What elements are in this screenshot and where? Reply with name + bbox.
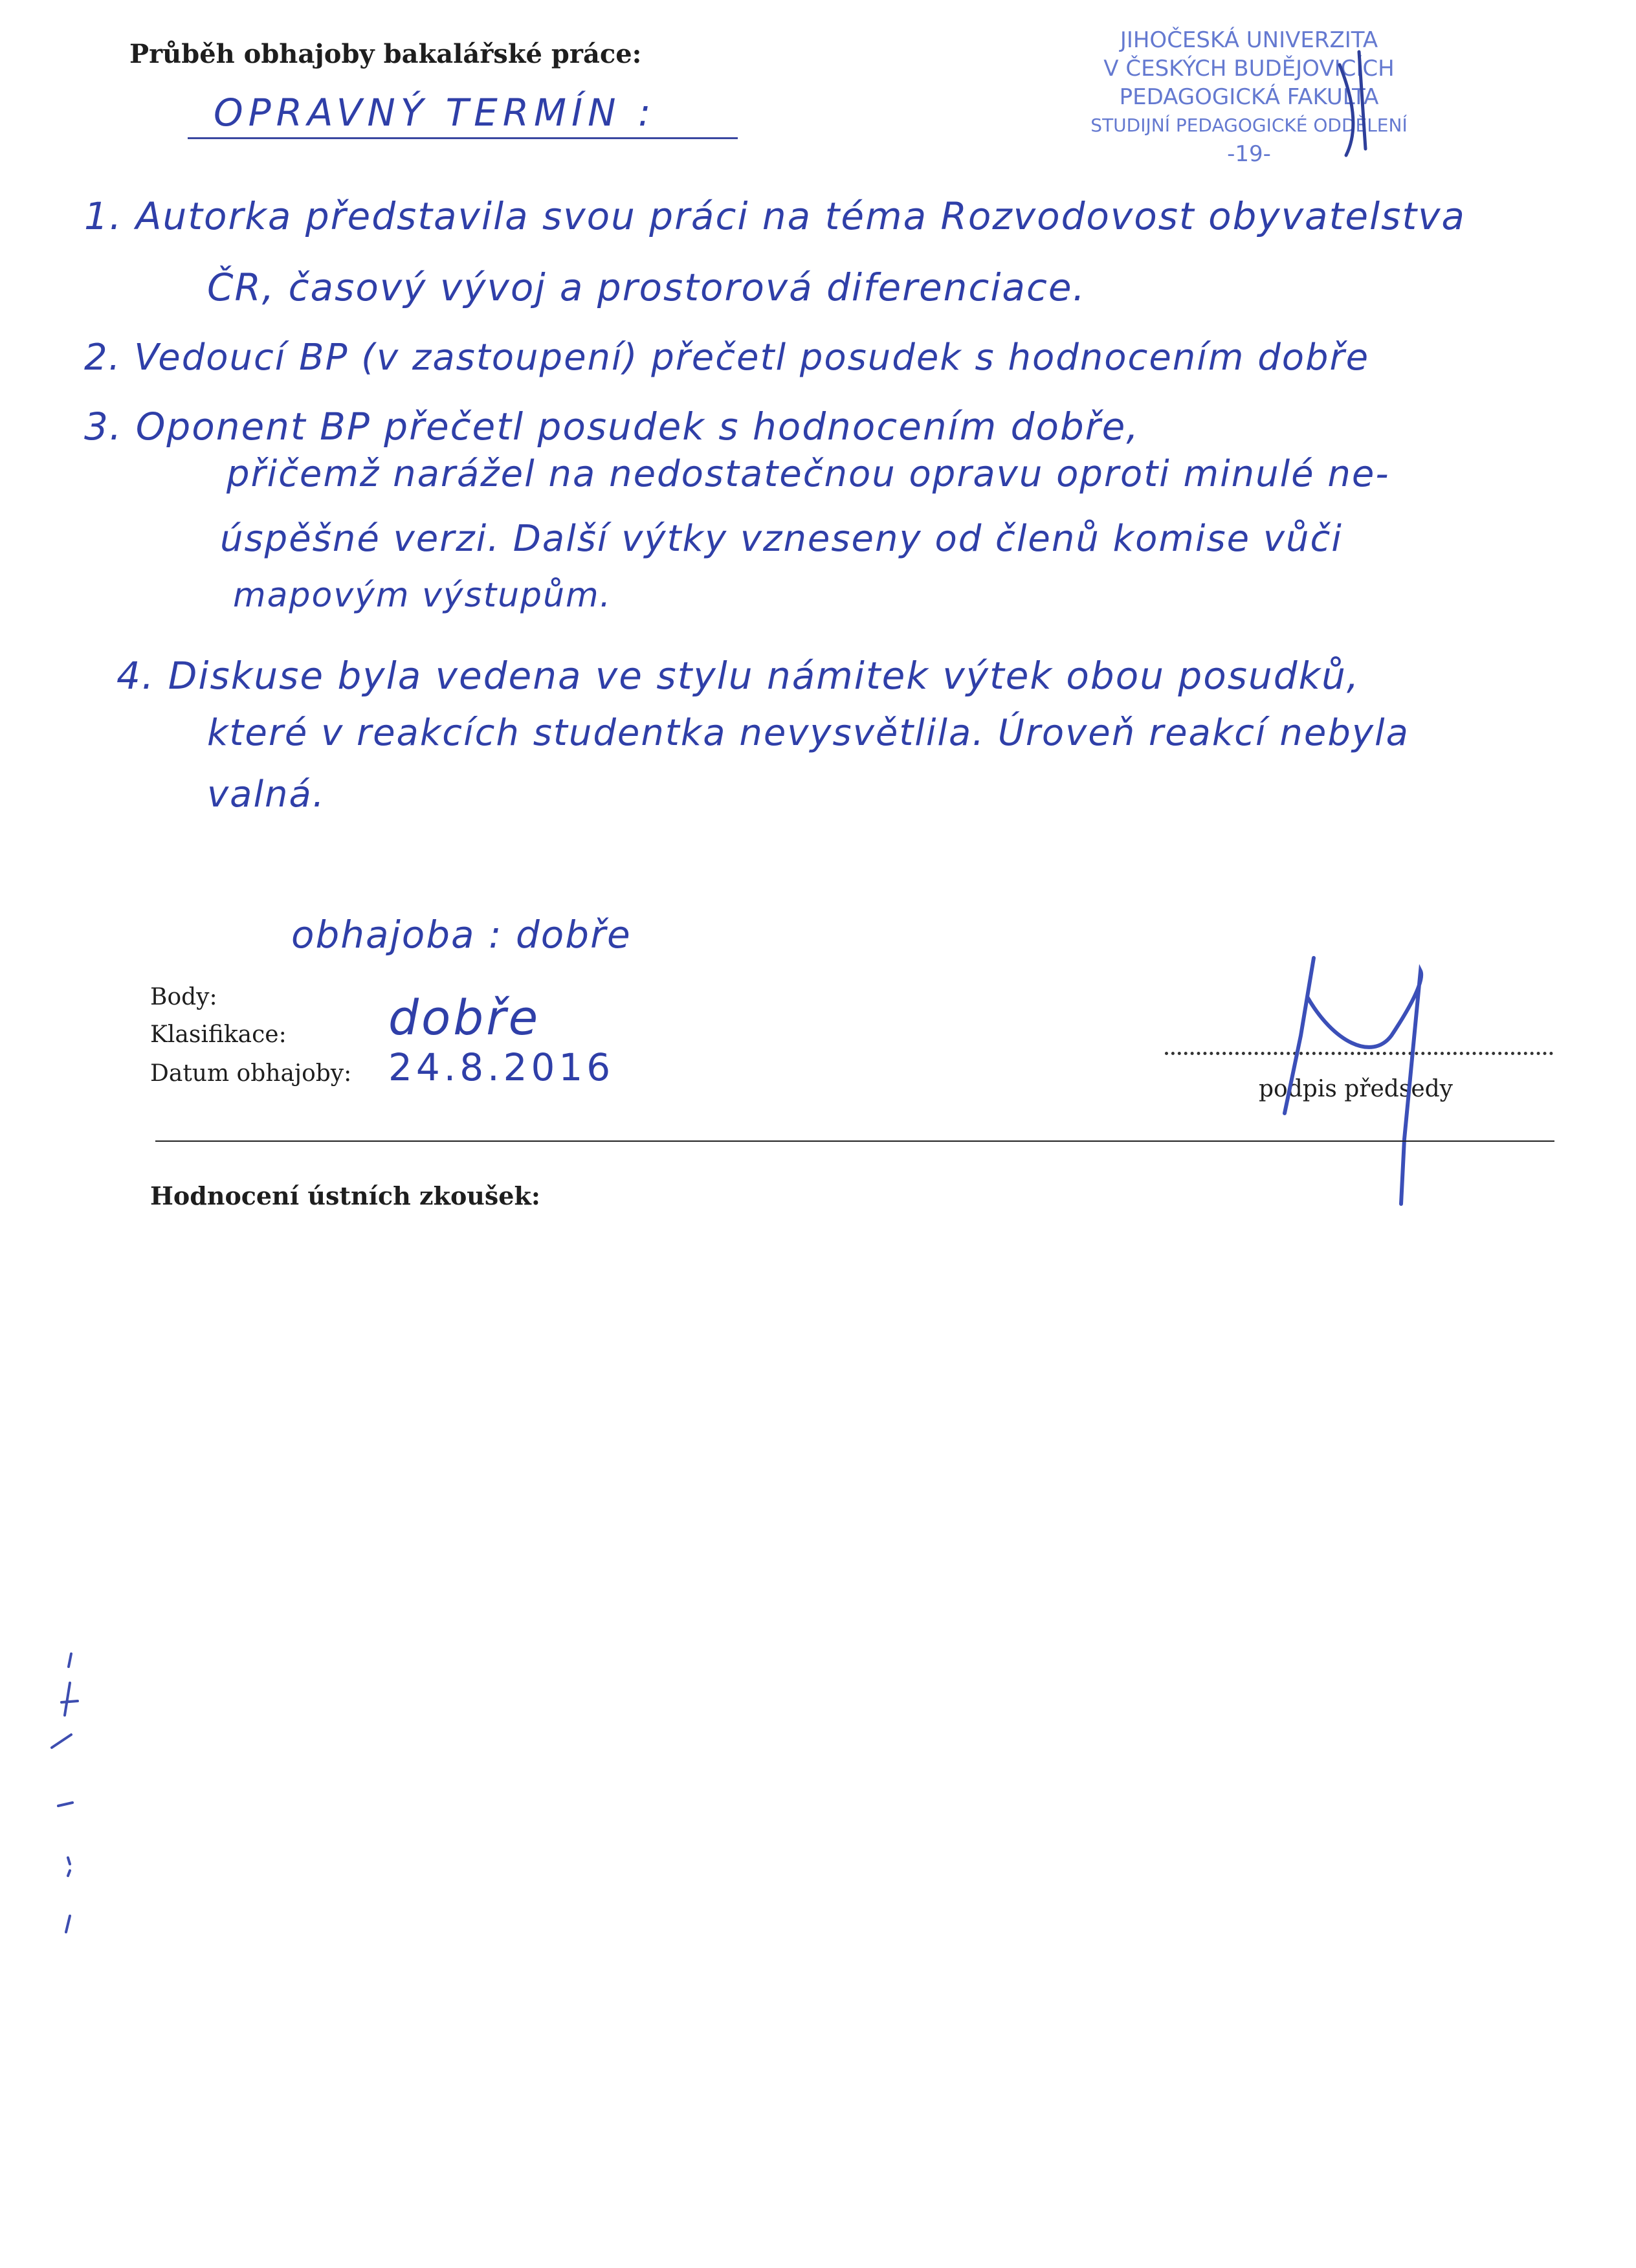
note-4-line-1: 4. Diskuse byla vedena ve stylu námitek výtek obou posudků, bbox=[116, 654, 1360, 698]
note-1-line-1: 1. Autorka představila svou práci na téma Rozvodovost obyvatelstva bbox=[84, 194, 1466, 238]
note-2-line-1: 2. Vedoucí BP (v zastoupení) přečetl posudek s hodnocením dobře bbox=[84, 337, 1370, 379]
defense-result: obhajoba : dobře bbox=[291, 913, 632, 957]
section-title-oral-exams: Hodnocení ústních zkoušek: bbox=[150, 1181, 540, 1210]
note-3-line-1: 3. Oponent BP přečetl posudek s hodnocením dobře, bbox=[84, 405, 1140, 449]
note-4-line-3: valná. bbox=[207, 773, 326, 816]
note-3-line-4: mapovým výstupům. bbox=[233, 576, 612, 615]
klasifikace-label: Klasifikace: bbox=[150, 1021, 287, 1048]
datum-label: Datum obhajoby: bbox=[150, 1060, 352, 1087]
handwritten-title: OPRAVNÝ TERMÍN : bbox=[214, 91, 656, 135]
signature-label: podpis předsedy bbox=[1259, 1076, 1454, 1102]
datum-value: 24.8.2016 bbox=[388, 1045, 615, 1089]
section-title-defense: Průběh obhajoby bakalářské práce: bbox=[129, 39, 642, 69]
note-4-line-2: které v reakcích studentka nevysvětlila. Úroveň reakcí nebyla bbox=[207, 712, 1409, 754]
stamp-line: STUDIJNÍ PEDAGOGICKÉ ODDĚLENÍ bbox=[1090, 115, 1408, 136]
body-label: Body: bbox=[150, 984, 217, 1010]
klasifikace-value: dobře bbox=[388, 990, 541, 1046]
stamp-line: JIHOČESKÁ UNIVERZITA bbox=[1120, 27, 1378, 53]
stamp-line: -19- bbox=[1227, 141, 1271, 167]
stamp-line: V ČESKÝCH BUDĚJOVICÍCH bbox=[1103, 56, 1395, 82]
stamp-line: PEDAGOGICKÁ FAKULTA bbox=[1119, 84, 1379, 110]
note-3-line-3: úspěšné verzi. Další výtky vzneseny od členů komise vůči bbox=[220, 518, 1343, 560]
note-1-line-2: ČR, časový vývoj a prostorová diferenciace. bbox=[207, 265, 1086, 309]
note-3-line-2: přičemž narážel na nedostatečnou opravu oproti minulé ne- bbox=[227, 453, 1390, 495]
